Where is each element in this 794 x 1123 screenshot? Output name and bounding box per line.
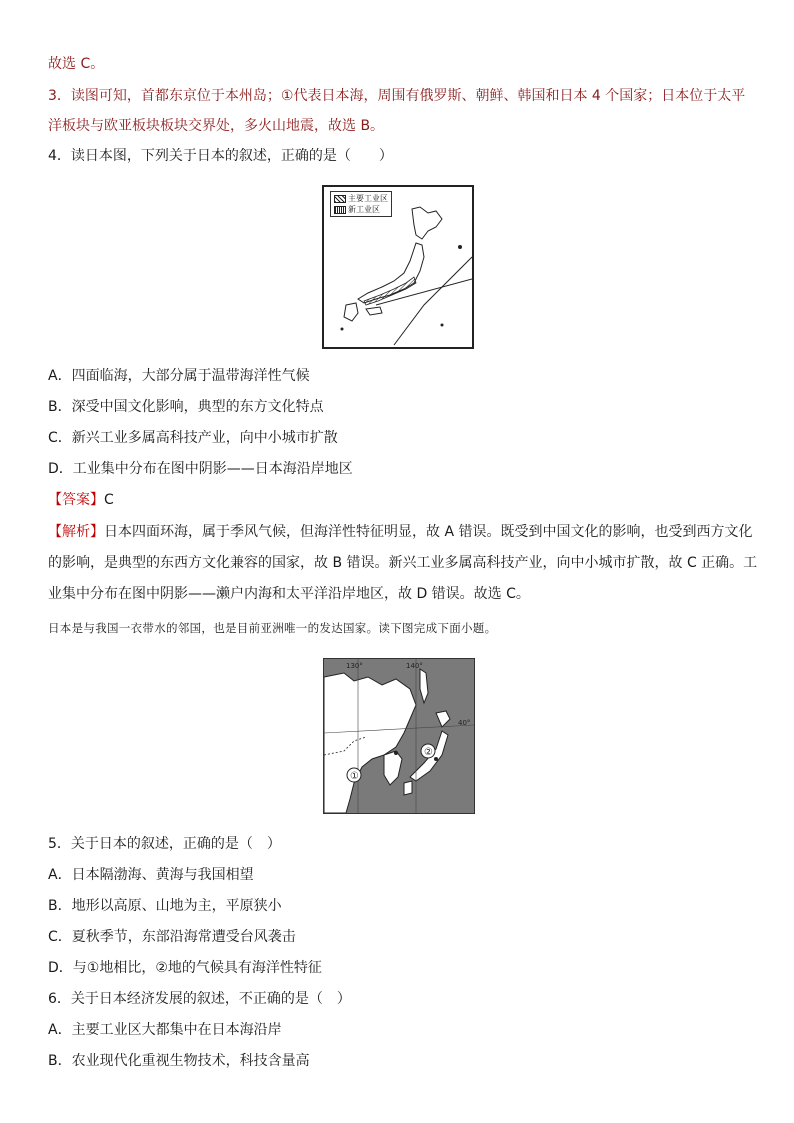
label-2: ②: [424, 747, 433, 758]
longitude-label: 140°: [406, 662, 423, 670]
option-b: B．深受中国文化影响，典型的东方文化特点: [48, 399, 324, 415]
analysis-line: 业集中分布在图中阴影——濑户内海和太平洋沿岸地区，故 D 错误。故选 C。: [48, 586, 530, 602]
text-line: 3．读图可知，首都东京位于本州岛；①代表日本海，周围有俄罗斯、朝鲜、韩国和日本 4 个国家；日本位于太平: [48, 88, 746, 104]
intro-text: 日本是与我国一衣带水的邻国，也是目前亚洲唯一的发达国家。读下图完成下面小题。: [48, 621, 497, 635]
text-line: 洋板块与欧亚板块板块交界处，多火山地震，故选 B。: [48, 118, 385, 134]
answer-line: [48, 490, 754, 510]
analysis-line: [48, 522, 754, 542]
legend-item: 新工业区: [348, 205, 380, 214]
map-shapes: [324, 659, 474, 813]
option-d: D．与①地相比，②地的气候具有海洋性特征: [48, 960, 322, 976]
japan-outline: [324, 187, 472, 347]
question-5: 5．关于日本的叙述，正确的是（ ）: [48, 836, 281, 852]
option-a: A．日本隔渤海、黄海与我国相望: [48, 867, 254, 883]
answer-tag: 【答案】: [48, 492, 104, 508]
option-a: A．主要工业区大都集中在日本海沿岸: [48, 1022, 282, 1038]
analysis-text: 日本四面环海，属于季风气候，但海洋性特征明显，故 A 错误。既受到中国文化的影响，也受到西方文化: [104, 524, 753, 540]
option-a: A．四面临海，大部分属于温带海洋性气候: [48, 368, 310, 384]
option-d: D．工业集中分布在图中阴影——日本海沿岸地区: [48, 461, 353, 477]
japan-industry-map: [322, 185, 474, 349]
question-4: 4．读日本图，下列关于日本的叙述，正确的是（ ）: [48, 148, 393, 164]
label-1: ①: [350, 771, 359, 782]
east-asia-map: [323, 658, 475, 814]
answer-value: C: [104, 492, 114, 508]
text-line: 故选 C。: [48, 56, 105, 72]
analysis-tag: 【解析】: [48, 524, 104, 540]
latitude-label: 40°: [458, 719, 471, 727]
option-c: C．新兴工业多属高科技产业，向中小城市扩散: [48, 430, 338, 446]
option-b: B．农业现代化重视生物技术，科技含量高: [48, 1053, 310, 1069]
option-c: C．夏秋季节，东部沿海常遭受台风袭击: [48, 929, 296, 945]
option-b: B．地形以高原、山地为主，平原狭小: [48, 898, 282, 914]
longitude-label: 130°: [346, 662, 363, 670]
analysis-line: 的影响，是典型的东西方文化兼容的国家，故 B 错误。新兴工业多属高科技产业，向中小城市扩散，故 C 正确。工: [48, 555, 758, 571]
question-6: 6．关于日本经济发展的叙述，不正确的是（ ）: [48, 991, 351, 1007]
legend-item: 主要工业区: [348, 194, 388, 203]
